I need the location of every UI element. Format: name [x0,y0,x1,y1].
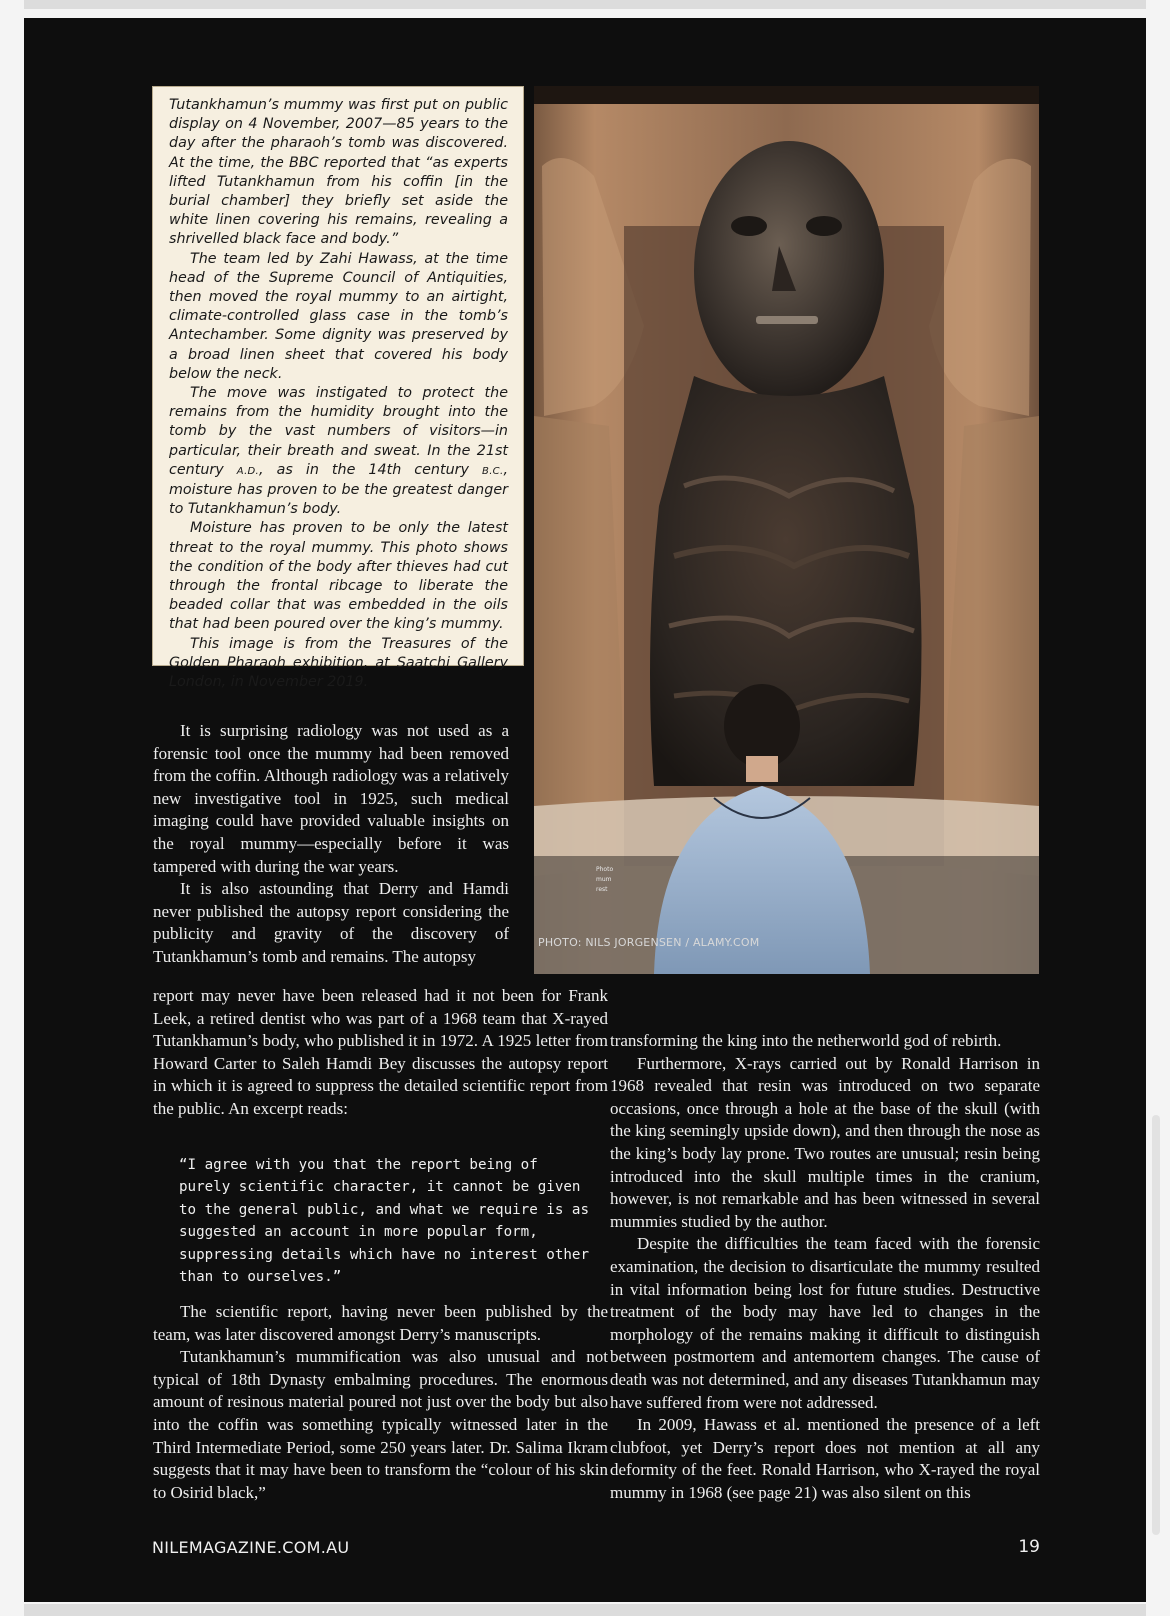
caption-paragraph: The move was instigated to protect the remains from the humidity brought into the tomb by the vast numbers of visitors—in particular, their breath and sweat. In the 21st century A.D., as in the 14th century B.C., moisture has proven to be the greatest danger to Tutankhamun’s body. [169,385,508,518]
small-caps-ad: A.D. [236,465,260,477]
photo-caption-box [152,86,524,691]
article-column-right [610,1030,1040,1504]
viewer-top-strip [24,0,1146,9]
article-paragraph: transforming the king into the netherworld god of rebirth. [610,1031,1002,1050]
caption-paragraph: This image is from the Treasures of the Golden Pharaoh exhibition, at Saatchi Gallery London, in November 2019. [169,635,508,691]
photo-credit: PHOTO: NILS JORGENSEN / ALAMY.COM [538,936,760,949]
article-column-left-bottom [153,1301,608,1504]
article-paragraph: It is also astounding that Derry and Hamdi never published the autopsy report considering the publicity and gravity of the discovery of Tutankhamun’s tomb and remains. The autopsy [153,879,509,966]
photo-placard-text: Photo [596,866,614,873]
article-paragraph: Furthermore, X-rays carried out by Ronald Harrison in 1968 revealed that resin was introduced on two separate occasions, once through a hole at the base of the skull (with the king seemingly upside down), and then through the nose as the king’s body lay prone. Two routes are unusual; resin being introduced into the skull multiple times in the cranium, however, is not remarkable and has been witnessed in several mummies studied by the author. [610,1053,1040,1231]
scrollbar-thumb[interactable] [1152,1115,1160,1535]
article-paragraph: report may never have been released had it not been for Frank Leek, a retired dentist who was part of a 1968 team that X-rayed Tutankhamun’s body, who published it in 1972. A 1925 letter from Howard Carter to Saleh Hamdi Bey discusses the autopsy report in which it is agreed to suppress the detailed scientific report from the public. An excerpt reads: [153,986,608,1118]
photo-placard-text: mum [596,876,612,883]
article-paragraph: It is surprising radiology was not used as a forensic tool once the mummy had been removed from the coffin. Although radiology was a relatively new investigative tool in 1925, such medical imaging could have provided valuable insights on the royal mummy—especially before it was tampered with during the war years. [153,721,509,876]
footer-website: NILEMAGAZINE.COM.AU [152,1538,350,1557]
small-caps-bc: B.C. [482,465,504,477]
photo-placard-text: rest [596,886,608,893]
caption-paragraph: Moisture has proven to be only the latest threat to the royal mummy. This photo shows the condition of the body after thieves had cut through the frontal ribcage to liberate the beaded collar that was embedded in the oils that had been poured over the king’s mummy. [169,520,508,633]
blockquote-excerpt: “I agree with you that the report being of purely scientific character, it cannot be given to the general public, and what we require is as suggested an account in more popular form, suppressing details which have no interest other than to ourselves.” [179,1157,589,1286]
article-paragraph: Despite the difficulties the team faced with the forensic examination, the decision to disarticulate the mummy resulted in vital information being lost for future studies. Destructive treatment of the body may have led to changes in the morphology of the remains making it difficult to distinguish between postmortem and antemortem changes. The cause of death was not determined, and any diseases Tutankhamun may have suffered from were not addressed. [610,1234,1040,1412]
caption-paragraph: The team led by Zahi Hawass, at the time head of the Supreme Council of Antiquities, then moved the royal mummy to an airtight, climate-controlled glass case in the tomb’s Antechamber. Some dignity was preserved by a broad linen sheet that covered his body below the neck. [169,250,508,382]
caption-paragraph: Tutankhamun’s mummy was first put on public display on 4 November, 2007—85 years to the day after the pharaoh’s tomb was discovered. At the time, the BBC reported that “as experts lifted Tutankhamun from his coffin [in the burial chamber] they briefly set aside the white linen covering his remains, revealing a shrivelled black face and body.” [169,97,508,248]
mummy-photo [534,86,1039,974]
article-paragraph: The scientific report, having never been published by the team, was later discovered amongst Derry’s manuscripts. [153,1302,608,1344]
magazine-page [24,18,1146,1602]
article-paragraph: Tutankhamun’s mummification was also unusual and not typical of 18th Dynasty embalming procedures. The enormous amount of resinous material poured not just over the body but also into the coffin was something typically witnessed later in the Third Intermediate Period, some 250 years later. Dr. Salima Ikram suggests that it may have been to transform the “colour of his skin to Osirid black,” [153,1347,608,1502]
article-paragraph: In 2009, Hawass et al. mentioned the presence of a left clubfoot, yet Derry’s report does not mention at all any deformity of the feet. Ronald Harrison, who X-rayed the royal mummy in 1968 (see page 21) was also silent on this [610,1415,1040,1502]
viewer-bottom-strip [24,1604,1146,1616]
page-number: 19 [1018,1537,1040,1557]
article-column-left-top [153,720,509,969]
